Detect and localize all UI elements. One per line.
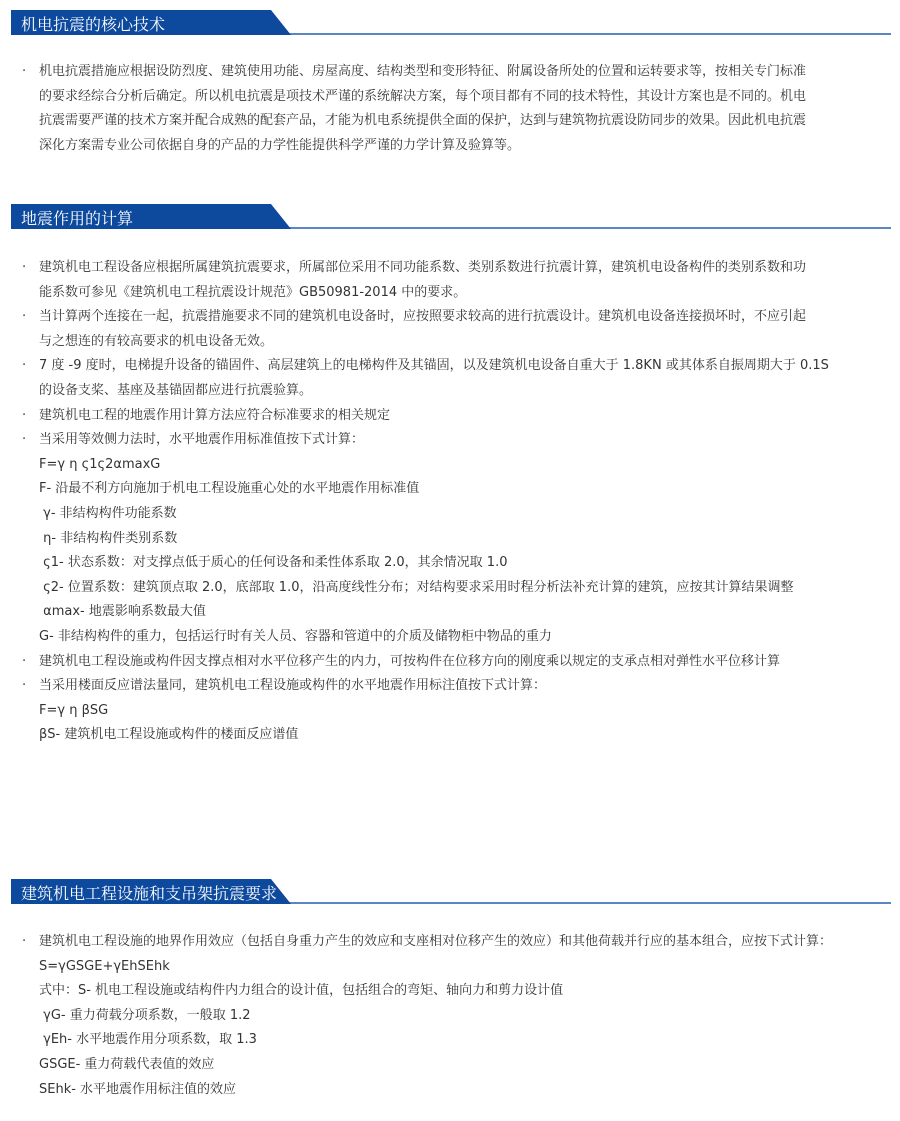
- section-header-core-tech: [11, 10, 891, 35]
- text-line: [22, 502, 829, 527]
- line-text: 当采用楼面反应谱法量同，建筑机电工程设施或构件的水平地震作用标注值按下式计算：: [39, 678, 547, 694]
- text-line: [22, 281, 829, 306]
- text-line: [22, 1028, 832, 1053]
- bullet: ·: [22, 358, 27, 374]
- line-text: 当采用等效侧力法时，水平地震作用标准值按下式计算：: [39, 432, 365, 448]
- section-title: 机电抗震的核心技术: [21, 15, 166, 34]
- line-text: 建筑机电工程设备应根据所属建筑抗震要求，所属部位采用不同功能系数、类别系数进行抗震计算，建筑机电设备构件的类别系数和功: [39, 260, 807, 275]
- section-title: 建筑机电工程设施和支吊架抗震要求: [21, 884, 278, 903]
- bullet-item: [22, 60, 806, 85]
- line-text: ς2- 位置系数：建筑顶点取 2.0，底部取 1.0，沿高度线性分布；对结构要求采用时程分析法补充计算的建筑，应按其计算结果调整: [39, 579, 794, 595]
- bullet: ·: [22, 260, 27, 275]
- section-body-core-tech: [22, 60, 806, 158]
- text-line: [22, 527, 829, 552]
- line-text: F=γ η βSG: [39, 702, 109, 718]
- text-line: [22, 109, 806, 134]
- text-line: [22, 625, 829, 650]
- bullet-item: [22, 674, 829, 699]
- section-header-support-requirements: [11, 879, 891, 904]
- text-line: [22, 979, 832, 1004]
- line-text: 式中：S- 机电工程设施或结构件内力组合的设计值，包括组合的弯矩、轴向力和剪力设计值: [39, 983, 564, 999]
- line-text: F- 沿最不利方向施加于机电工程设施重心处的水平地震作用标准值: [39, 481, 420, 497]
- bullet: ·: [22, 432, 27, 448]
- line-text: γ- 非结构构件功能系数: [39, 505, 177, 521]
- text-line: [22, 576, 829, 601]
- bullet: ·: [22, 309, 27, 325]
- bullet-item: [22, 305, 829, 330]
- line-text: G- 非结构构件的重力，包括运行时有关人员、容器和管道中的介质及储物柜中物品的重力: [39, 628, 552, 644]
- text-line: [22, 85, 806, 110]
- line-text: 的要求经综合分析后确定。所以机电抗震是项技术严谨的系统解决方案，每个项目都有不同的技术特性，其设计方案也是不同的。机电: [39, 88, 807, 104]
- text-line: [22, 551, 829, 576]
- text-line: [22, 1004, 832, 1029]
- text-line: [22, 330, 829, 355]
- text-line: [22, 699, 829, 724]
- line-text: 建筑机电工程设施的地界作用效应（包括自身重力产生的效应和支座相对位移产生的效应）和其他荷载并行应的基本组合，应按下式计算：: [39, 934, 833, 949]
- bullet: ·: [22, 678, 27, 694]
- line-text: S=γGSGE+γEhSEhk: [39, 958, 170, 974]
- bullet-item: [22, 650, 829, 675]
- text-line: [22, 453, 829, 478]
- bullet: ·: [22, 934, 27, 949]
- bullet: ·: [22, 653, 27, 669]
- text-line: [22, 1078, 832, 1103]
- line-text: 与之想连的有较高要求的机电设备无效。: [39, 333, 274, 349]
- line-text: η- 非结构构件类别系数: [39, 530, 178, 546]
- text-line: [22, 1053, 832, 1078]
- line-text: 能系数可参见《建筑机电工程抗震设计规范》GB50981-2014 中的要求。: [39, 284, 467, 300]
- bullet-item: [22, 256, 829, 281]
- line-text: SEhk- 水平地震作用标注值的效应: [39, 1081, 237, 1097]
- line-text: F=γ η ς1ς2αmaxG: [39, 456, 161, 472]
- line-text: 抗震需要严谨的技术方案并配合成熟的配套产品，才能为机电系统提供全面的保护，达到与建筑物抗震设防同步的效果。因此机电抗震: [39, 113, 807, 129]
- line-text: GSGE- 重力荷载代表值的效应: [39, 1056, 215, 1072]
- bullet-item: [22, 404, 829, 429]
- line-text: 7 度 -9 度时，电梯提升设备的锚固件、高层建筑上的电梯构件及其锚固，以及建筑机电设备自重大于 1.8KN 或其体系自振周期大于 0.1S: [39, 358, 829, 374]
- text-line: [22, 134, 806, 159]
- bullet: ·: [22, 407, 27, 423]
- text-line: [22, 600, 829, 625]
- bullet-item: [22, 428, 829, 453]
- line-text: 的设备支桨、基座及基锚固都应进行抗震验算。: [39, 382, 313, 398]
- line-text: 深化方案需专业公司依据自身的产品的力学性能提供科学严谨的力学计算及验算等。: [39, 137, 521, 153]
- line-text: βS- 建筑机电工程设施或构件的楼面反应谱值: [39, 727, 299, 743]
- line-text: 建筑机电工程设施或构件因支撑点相对水平位移产生的内力，可按构件在位移方向的刚度乘以规定的支承点相对弹性水平位移计算: [39, 653, 781, 669]
- line-text: ς1- 状态系数：对支撑点低于质心的任何设备和柔性体系取 2.0，其余情况取 1.0: [39, 555, 508, 571]
- text-line: [22, 955, 832, 980]
- text-line: [22, 379, 829, 404]
- section-body-support-requirements: [22, 930, 832, 1102]
- line-text: 当计算两个连接在一起，抗震措施要求不同的建筑机电设备时，应按照要求较高的进行抗震设计。建筑机电设备连接损坏时，不应引起: [39, 309, 807, 325]
- text-line: [22, 723, 829, 748]
- section-header-seismic-calc: [11, 204, 891, 229]
- bullet-item: [22, 930, 832, 955]
- line-text: γEh- 水平地震作用分项系数，取 1.3: [39, 1032, 257, 1048]
- line-text: αmax- 地震影响系数最大值: [39, 604, 206, 620]
- line-text: 机电抗震措施应根据设防烈度、建筑使用功能、房屋高度、结构类型和变形特征、附属设备所处的位置和运转要求等，按相关专门标准: [39, 64, 807, 79]
- text-line: [22, 477, 829, 502]
- bullet: ·: [22, 64, 27, 79]
- section-body-seismic-calc: [22, 256, 829, 748]
- line-text: γG- 重力荷载分项系数，一般取 1.2: [39, 1007, 251, 1023]
- bullet-item: [22, 354, 829, 379]
- line-text: 建筑机电工程的地震作用计算方法应符合标准要求的相关规定: [39, 407, 391, 423]
- section-title: 地震作用的计算: [21, 209, 134, 228]
